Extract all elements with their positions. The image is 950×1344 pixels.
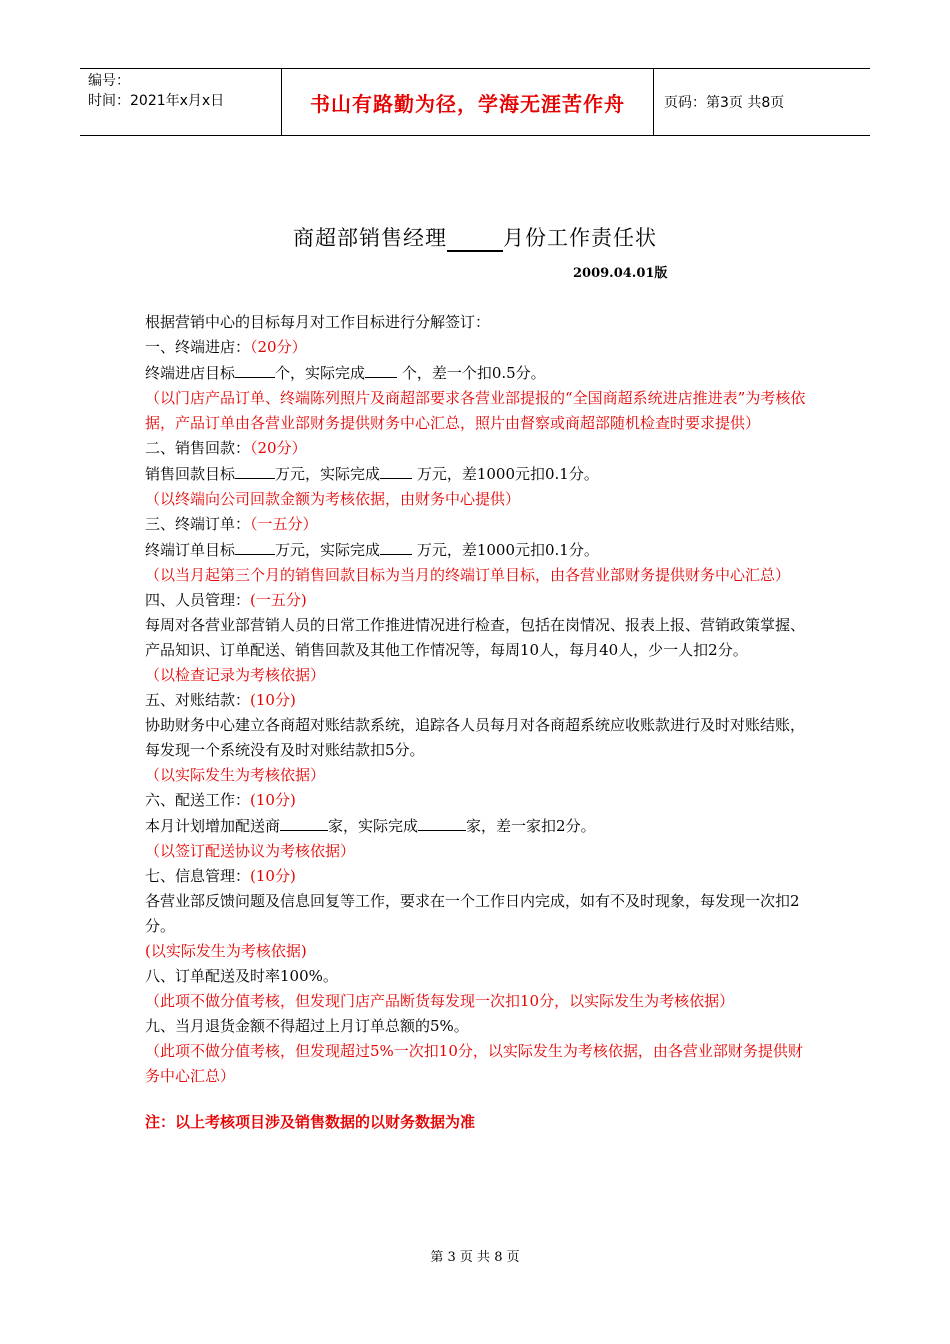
section-7-heading: 七、信息管理：(10分) bbox=[145, 867, 296, 885]
header-meta bbox=[80, 69, 282, 135]
section-9-basis: （此项不做分值考核，但发现超过5%一次扣10分，以实际发生为考核依据，由各营业部财务提供财务中心汇总） bbox=[145, 1042, 803, 1085]
section-8-basis: （此项不做分值考核，但发现门店产品断货每发现一次扣10分，以实际发生为考核依据） bbox=[145, 992, 735, 1010]
section-1-basis: （以门店产品订单、终端陈列照片及商超部要求各营业部提报的“全国商超系统进店推进表”为考核依据，产品订单由各营业部财务提供财务中心汇总，照片由督察或商超部随机检查时要求提供） bbox=[145, 389, 806, 432]
section-5-text: 协助财务中心建立各商超对账结款系统，追踪各人员每月对各商超系统应收账款进行及时对账结账，每发现一个系统没有及时对账结款扣5分。 bbox=[145, 716, 806, 759]
version-label: 2009.04.01版 bbox=[573, 266, 668, 281]
section-1-score: （20分） bbox=[250, 338, 307, 356]
section-5-heading: 五、对账结款：(10分) bbox=[145, 691, 296, 709]
footnote: 注：以上考核项目涉及销售数据的以财务数据为准 bbox=[145, 1113, 476, 1131]
blank-field bbox=[380, 537, 412, 555]
title-part-1: 商超部销售经理 bbox=[293, 226, 447, 250]
section-6-target: 本月计划增加配送商 家，实际完成 家，差一家扣2分。 bbox=[145, 813, 810, 839]
section-8-heading: 八、订单配送及时率100%。 bbox=[145, 967, 338, 985]
section-6-basis: （以签订配送协议为考核依据） bbox=[145, 842, 356, 860]
header-number: 编号： bbox=[88, 73, 130, 89]
title-blank bbox=[447, 230, 503, 252]
blank-field bbox=[235, 461, 275, 479]
section-4-text: 每周对各营业部营销人员的日常工作推进情况进行检查，包括在岗情况、报表上报、营销政策掌握、产品知识、订单配送、销售回款及其他工作情况等，每周10人，每月40人，少一人扣2分。 bbox=[145, 616, 806, 659]
page-header bbox=[80, 68, 870, 136]
section-4-basis: （以检查记录为考核依据） bbox=[145, 666, 326, 684]
section-2-basis: （以终端向公司回款金额为考核依据，由财务中心提供） bbox=[145, 490, 521, 508]
section-6-score: (10分) bbox=[250, 791, 296, 809]
blank-field bbox=[280, 813, 328, 831]
section-7-text: 各营业部反馈问题及信息回复等工作，要求在一个工作日内完成，如有不及时现象，每发现一次扣2分。 bbox=[145, 892, 800, 935]
section-5-basis: （以实际发生为考核依据） bbox=[145, 766, 326, 784]
section-6-heading: 六、配送工作：(10分) bbox=[145, 791, 296, 809]
section-4-score: (一五分) bbox=[250, 591, 307, 609]
section-3-score: （一五分） bbox=[250, 515, 318, 533]
section-3-basis: （以当月起第三个月的销售回款目标为当月的终端订单目标，由各营业部财务提供财务中心汇总） bbox=[145, 566, 791, 584]
section-4-heading: 四、人员管理：(一五分) bbox=[145, 591, 307, 609]
section-5-score: (10分) bbox=[250, 691, 296, 709]
header-motto: 书山有路勤为径，学海无涯苦作舟 bbox=[282, 69, 654, 135]
document-body bbox=[145, 310, 810, 1135]
blank-field bbox=[418, 813, 466, 831]
section-2-score: （20分） bbox=[250, 439, 307, 457]
section-7-basis: (以实际发生为考核依据) bbox=[145, 942, 307, 960]
section-3-heading: 三、终端订单：（一五分） bbox=[145, 515, 318, 533]
header-page-info: 页码：第3页 共8页 bbox=[664, 95, 785, 111]
section-1-heading: 一、终端进店：（20分） bbox=[145, 338, 307, 356]
header-time: 时间：2021年x月x日 bbox=[88, 93, 225, 109]
section-9-heading: 九、当月退货金额不得超过上月订单总额的5%。 bbox=[145, 1017, 469, 1035]
intro-text: 根据营销中心的目标每月对工作目标进行分解签订： bbox=[145, 313, 491, 331]
section-7-score: (10分) bbox=[250, 867, 296, 885]
title-part-2: 月份工作责任状 bbox=[503, 226, 657, 250]
blank-field bbox=[235, 537, 275, 555]
section-2-heading: 二、销售回款：（20分） bbox=[145, 439, 307, 457]
section-1-target: 终端进店目标 个，实际完成 个，差一个扣0.5分。 bbox=[145, 360, 810, 386]
blank-field bbox=[380, 461, 412, 479]
blank-field bbox=[365, 360, 397, 378]
page-footer: 第 3 页 共 8 页 bbox=[430, 1250, 520, 1265]
section-3-target: 终端订单目标 万元，实际完成 万元，差1000元扣0.1分。 bbox=[145, 537, 810, 563]
section-2-target: 销售回款目标 万元，实际完成 万元，差1000元扣0.1分。 bbox=[145, 461, 810, 487]
blank-field bbox=[235, 360, 275, 378]
document-title bbox=[0, 222, 950, 252]
